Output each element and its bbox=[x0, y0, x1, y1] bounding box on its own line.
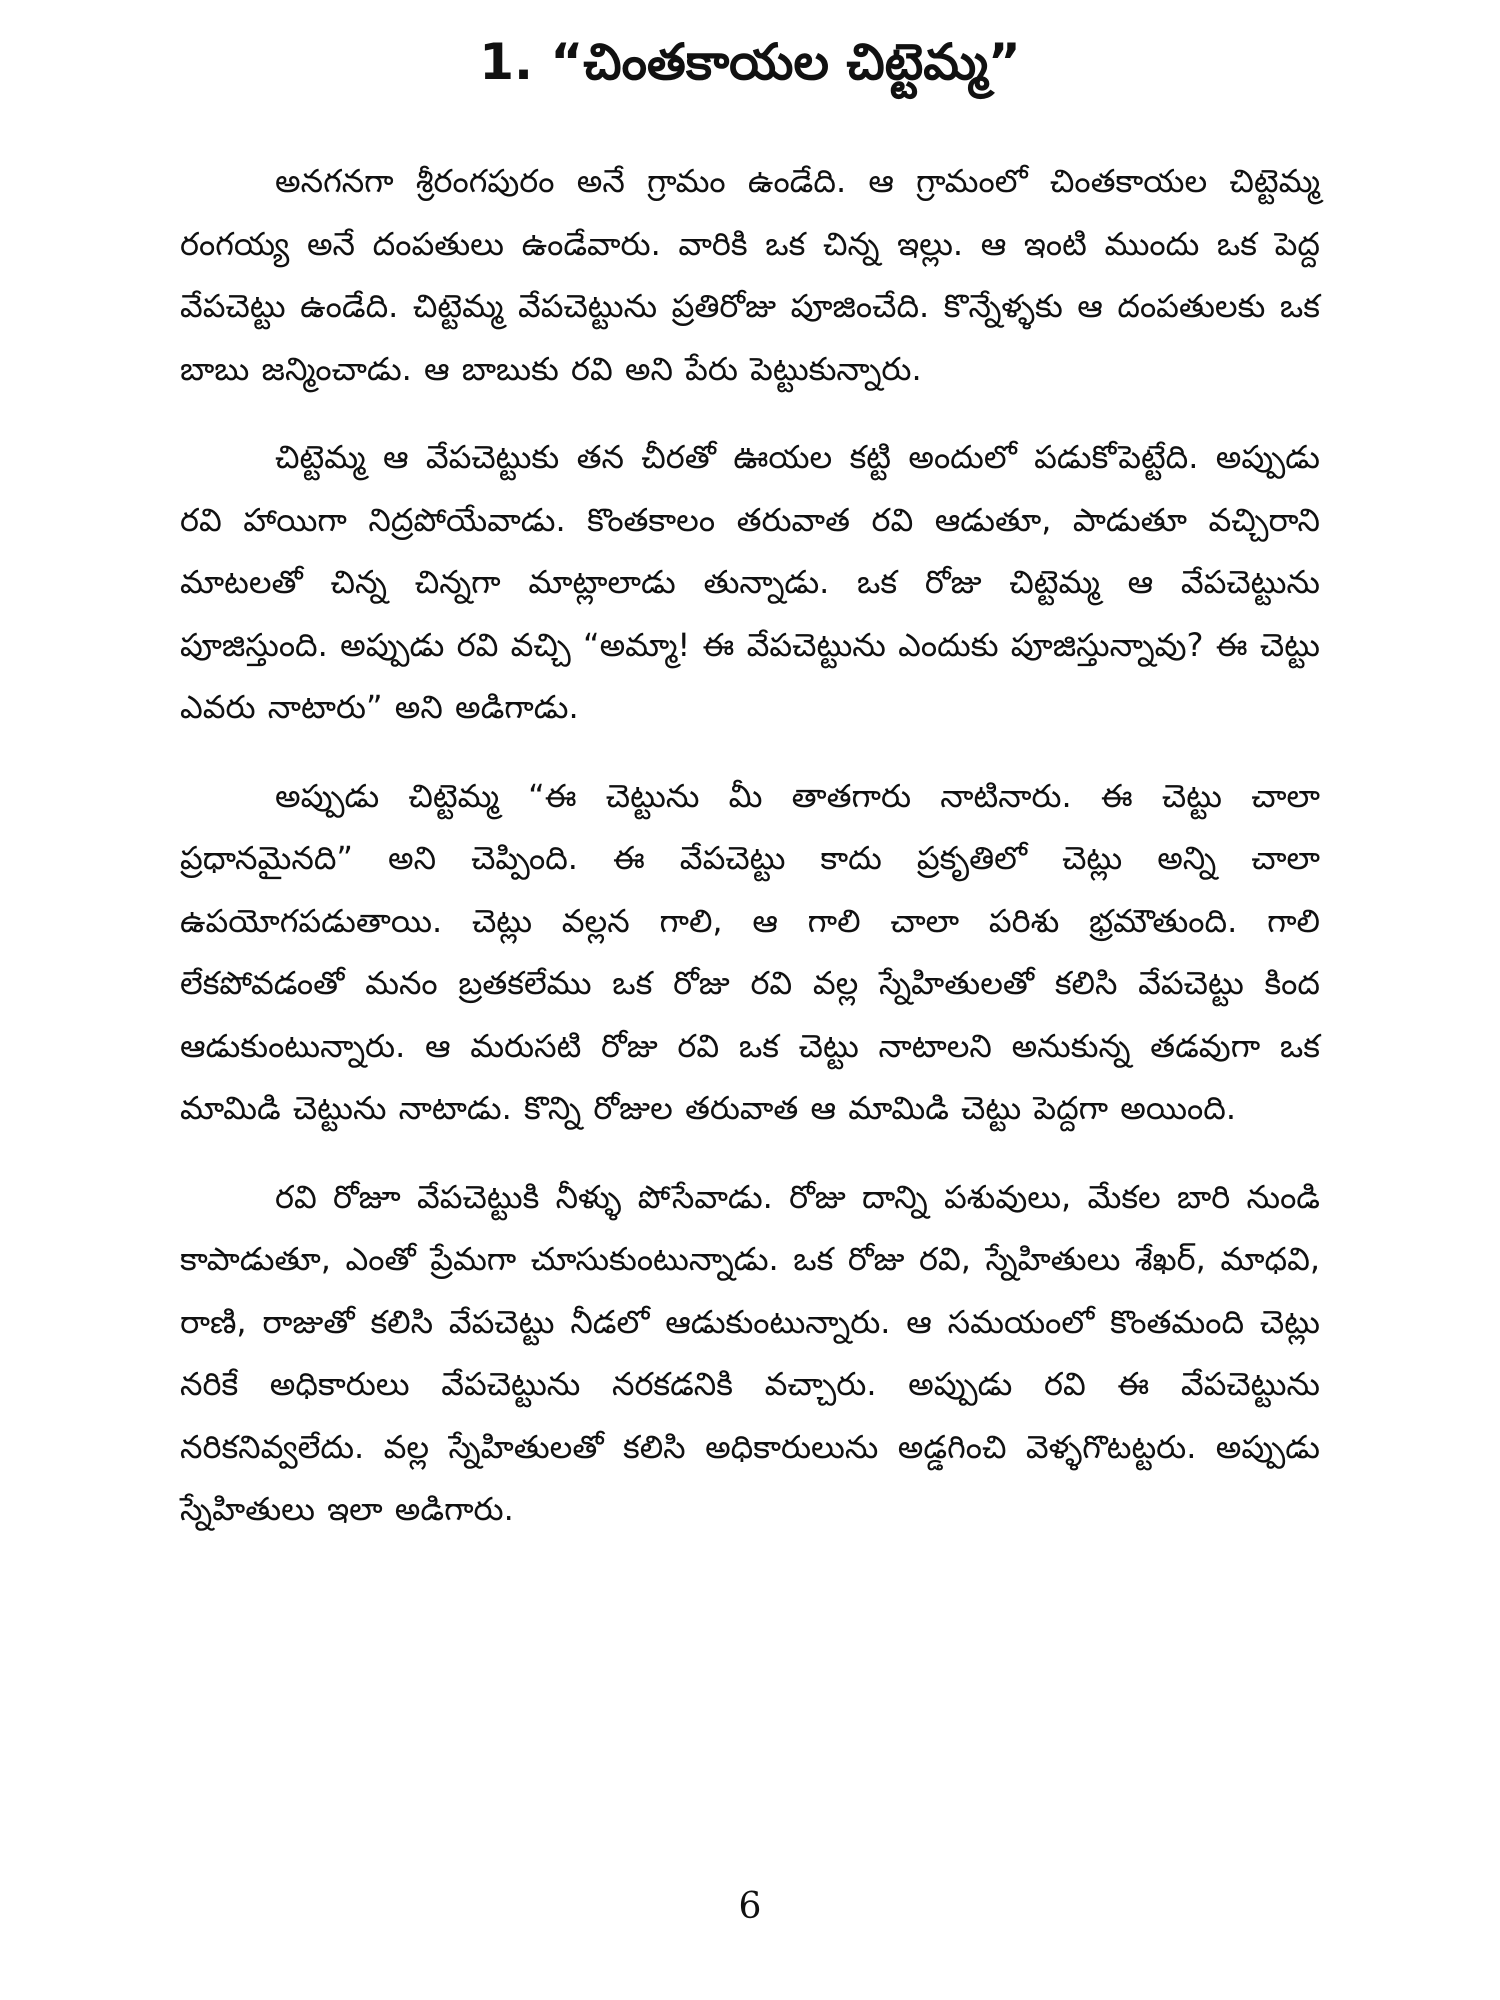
chapter-title: 1. “చింతకాయల చిట్టెమ్మ” bbox=[479, 33, 1021, 91]
paragraph-4: రవి రోజూ వేపచెట్టుకి నీళ్ళు పోసేవాడు. రోజు దాన్ని పశువులు, మేకల బారి నుండి కాపాడుతూ, ఎంతో ప్రేమగా చూసుకుంటున్నాడు. ఒక రోజు రవి, స్నేహితులు శేఖర్, మాధవి, రాణి, రాజుతో కలిసి వేపచెట్టు నీడలో ఆడుకుంటున్నారు. ఆ సమయంలో కొంతమంది చెట్లు నరికే అధికారులు వేపచెట్టును నరకడనికి వచ్చారు. అప్పుడు రవి ఈ వేపచెట్టును నరికనివ్వలేదు. వల్ల స్నేహితులతో కలిసి అధికారులును అడ్డగించి వెళ్ళగొటట్టరు. అప్పుడు స్నేహితులు ఇలా అడిగారు. bbox=[180, 1177, 1320, 1528]
paragraph-3: అప్పుడు చిట్టెమ్మ “ఈ చెట్టును మీ తాతగారు నాటినారు. ఈ చెట్టు చాలా ప్రధానమైనది” అని చెప్పింది. ఈ వేపచెట్టు కాదు ప్రకృతిలో చెట్లు అన్ని చాలా ఉపయోగపడుతాయి. చెట్లు వల్లన గాలి, ఆ గాలి చాలా పరిశు భ్రమౌతుంది. గాలి లేకపోవడంతో మనం బ్రతకలేము ఒక రోజు రవి వల్ల స్నేహితులతో కలిసి వేపచెట్టు కింద ఆడుకుంటున్నారు. ఆ మరుసటి రోజు రవి ఒక చెట్టు నాటాలని అనుకున్న తడవుగా ఒక మామిడి చెట్టును నాటాడు. కొన్ని రోజుల తరువాత ఆ మామిడి చెట్టు పెద్దగా అయింది. bbox=[180, 776, 1320, 1127]
story-body bbox=[180, 150, 1320, 1567]
paragraph-1: అనగనగా శ్రీరంగపురం అనే గ్రామం ఉండేది. ఆ గ్రామంలో చింతకాయల చిట్టెమ్మ రంగయ్య అనే దంపతులు ఉండేవారు. వారికి ఒక చిన్న ఇల్లు. ఆ ఇంటి ముందు ఒక పెద్ద వేపచెట్టు ఉండేది. చిట్టెమ్మ వేపచెట్టును ప్రతిరోజు పూజించేది. కొన్నేళ్ళకు ఆ దంపతులకు ఒక బాబు జన్మించాడు. ఆ బాబుకు రవి అని పేరు పెట్టుకున్నారు. bbox=[180, 162, 1320, 388]
paragraph-2: చిట్టెమ్మ ఆ వేపచెట్టుకు తన చీరతో ఊయల కట్టి అందులో పడుకోపెట్టేది. అప్పుడు రవి హాయిగా నిద్రపోయేవాడు. కొంతకాలం తరువాత రవి ఆడుతూ, పాడుతూ వచ్చిరాని మాటలతో చిన్న చిన్నగా మాట్లాలాడు తున్నాడు. ఒక రోజు చిట్టెమ్మ ఆ వేపచెట్టును పూజిస్తుంది. అప్పుడు రవి వచ్చి “అమ్మా! ఈ వేపచెట్టును ఎందుకు పూజిస్తున్నావు? ఈ చెట్టు ఎవరు నాటారు” అని అడిగాడు. bbox=[180, 438, 1320, 726]
page-number: 6 bbox=[738, 1886, 762, 1927]
